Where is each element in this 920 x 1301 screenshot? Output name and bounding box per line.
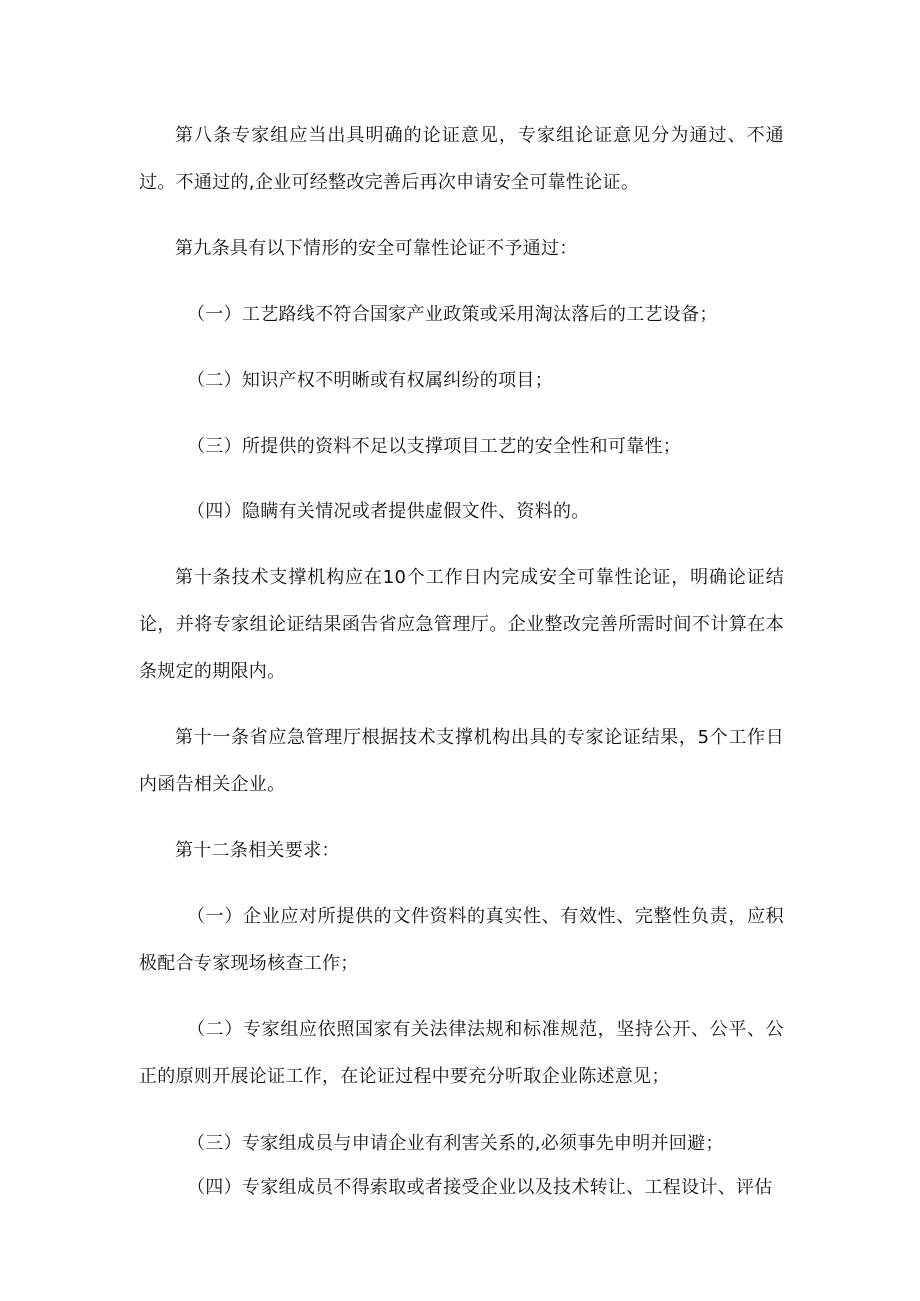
paragraph-article-8: 第八条专家组应当出具明确的论证意见，专家组论证意见分为通过、不通过。不通过的,企业可经整改完善后再次申请安全可靠性论证。 [139,125,784,193]
list-item-9-1: （一）工艺路线不符合国家产业政策或采用淘汰落后的工艺设备； [187,304,718,325]
paragraph-article-12: 第十二条相关要求： [175,840,340,861]
list-item-9-4: （四）隐瞒有关情况或者提供虚假文件、资料的。 [187,501,590,522]
paragraph-article-10: 第十条技术支撑机构应在10个工作日内完成安全可靠性论证，明确论证结论，并将专家组论证结果函告省应急管理厅。企业整改完善所需时间不计算在本条规定的期限内。 [139,567,784,682]
list-item-9-2: （二）知识产权不明晰或有权属纠纷的项目； [187,370,553,391]
paragraph-article-9: 第九条具有以下情形的安全可靠性论证不予通过： [175,238,578,259]
list-item-9-3: （三）所提供的资料不足以支撑项目工艺的安全性和可靠性； [187,436,682,457]
list-item-12-3: （三）专家组成员与申请企业有利害关系的,必须事先申明并回避； [187,1133,724,1154]
paragraph-article-11: 第十一条省应急管理厅根据技术支撑机构出具的专家论证结果，5个工作日内函告相关企业。 [139,727,784,795]
list-item-12-1: （一）企业应对所提供的文件资料的真实性、有效性、完整性负责，应积极配合专家现场核查工作； [139,906,784,974]
list-item-12-4: （四）专家组成员不得索取或者接受企业以及技术转让、工程设计、评估 [187,1177,773,1198]
list-item-12-2: （二）专家组应依照国家有关法律法规和标准规范，坚持公开、公平、公正的原则开展论证工作，在论证过程中要充分听取企业陈述意见； [139,1019,784,1087]
